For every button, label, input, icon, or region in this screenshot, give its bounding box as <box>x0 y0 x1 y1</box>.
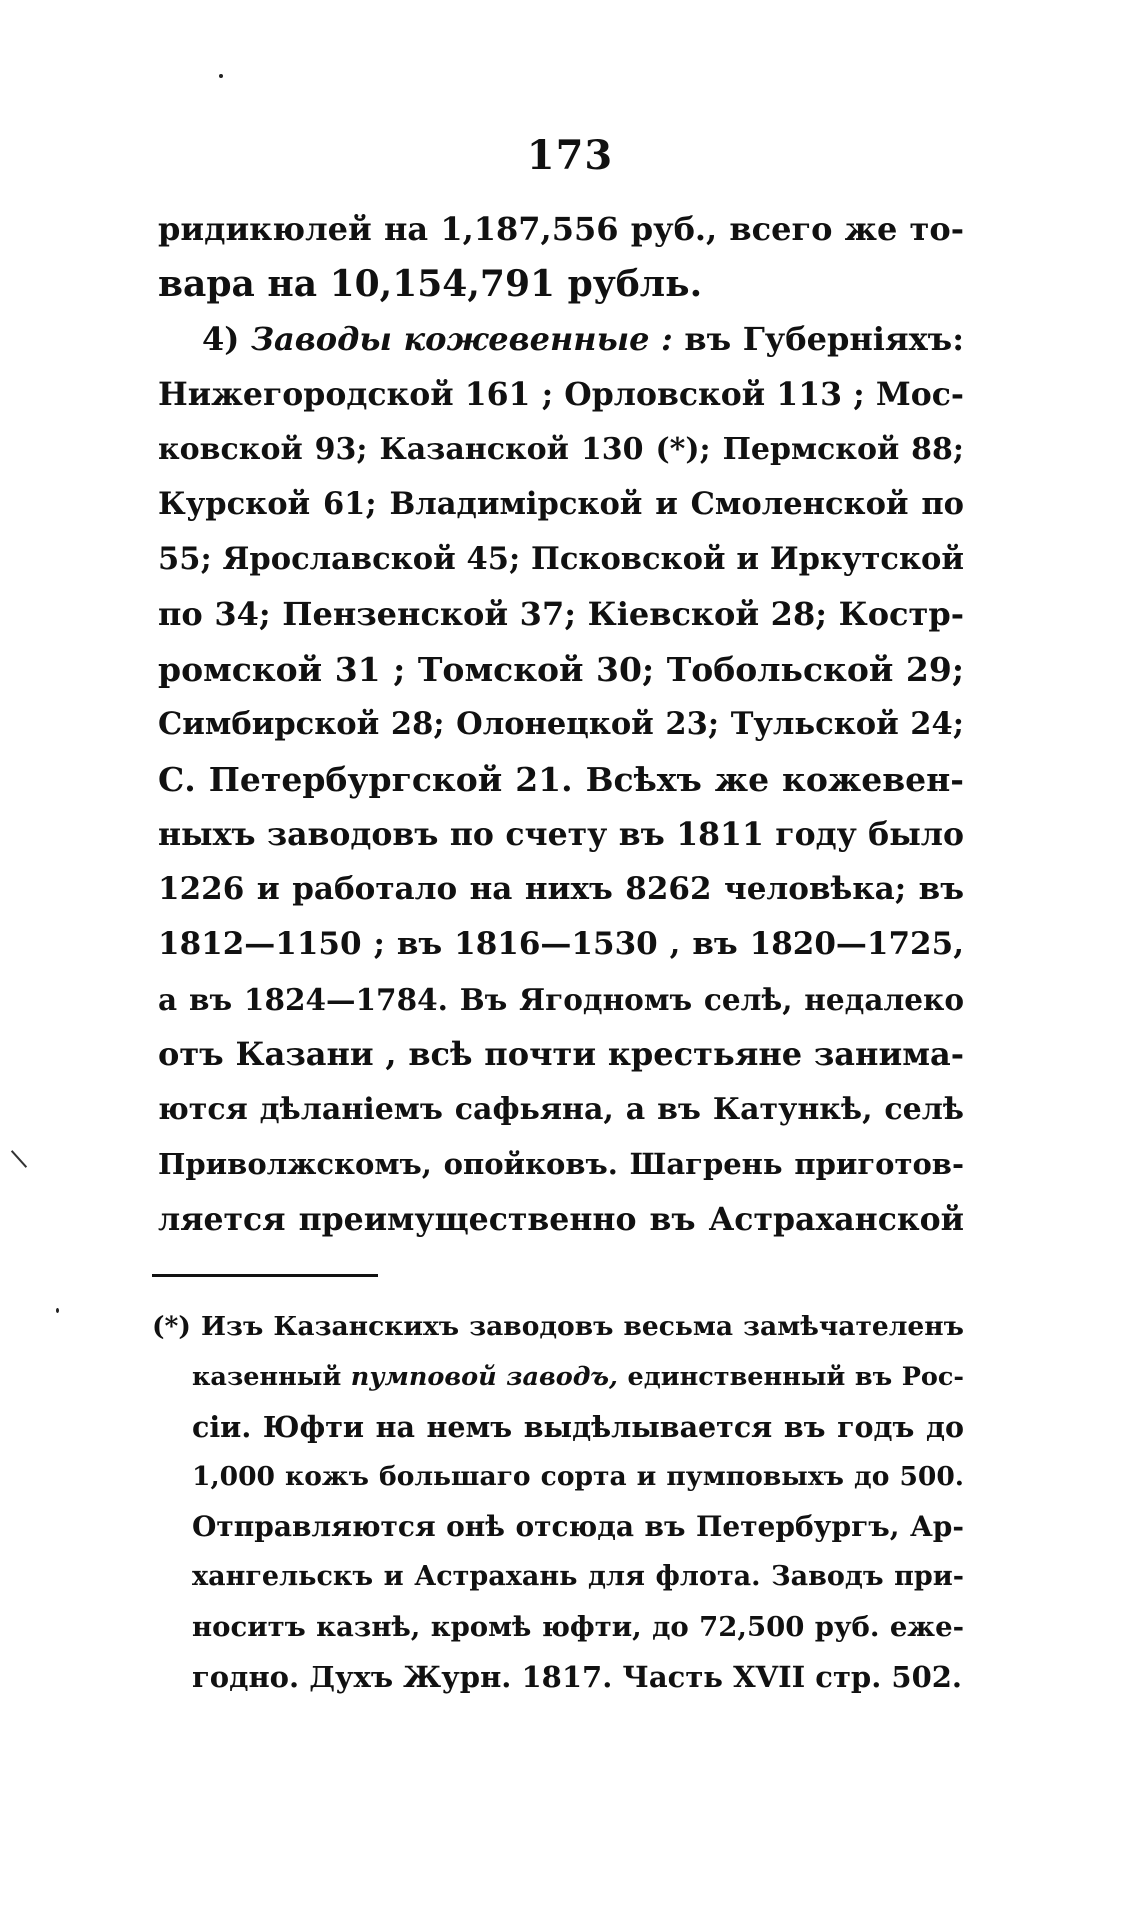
section-title: Заводы кожевенные : <box>250 320 673 358</box>
text-line: Нижегородской 161 ; Орловской 113 ; Мос- <box>158 376 964 413</box>
text-line: ридикюлей на 1,187,556 руб., всего же то- <box>158 210 964 248</box>
text-line: ляется преимущественно въ Астраханской <box>158 1201 964 1238</box>
text-line: ныхъ заводовъ по счету въ 1811 году было <box>158 816 964 853</box>
footnote-line: носитъ казнѣ, кромѣ юфти, до 72,500 руб. еже- <box>192 1611 964 1643</box>
paper-speck <box>56 1308 59 1313</box>
text-line: С. Петербургской 21. Всѣхъ же кожевен- <box>158 760 964 799</box>
margin-mark <box>11 1150 27 1168</box>
text-line: 55; Ярославской 45; Псковской и Иркутской <box>158 541 964 577</box>
footnote-text: казенный <box>192 1362 342 1392</box>
footnote-separator-rule <box>152 1274 378 1277</box>
text-line: вара на 10,154,791 рубль. <box>158 263 703 305</box>
text-line: отъ Казани , всѣ почти крестьяне занима- <box>158 1035 964 1073</box>
section-number: 4) <box>202 320 240 358</box>
text-line: 1812—1150 ; въ 1816—1530 , въ 1820—1725, <box>158 926 964 962</box>
footnote-text: единственный въ Рос- <box>627 1362 964 1392</box>
text-line: Курской 61; Владимірской и Смоленской по <box>158 486 964 522</box>
footnote-line: годно. Духъ Журн. 1817. Часть XVII стр. 502. <box>192 1660 963 1694</box>
section-heading-line <box>158 312 964 367</box>
footnote-line: хангельскъ и Астрахань для флота. Заводъ при- <box>192 1561 964 1592</box>
paper-speck <box>219 74 223 78</box>
page-number: 173 <box>526 132 614 179</box>
footnote-line: сіи. Юфти на немъ выдѣлывается въ годъ до <box>192 1410 964 1444</box>
footnote-line: Отправляются онѣ отсюда въ Петербургъ, Ар- <box>192 1510 964 1543</box>
main-text-body <box>158 202 964 1247</box>
text-line: 1226 и работало на нихъ 8262 человѣка; въ <box>158 871 964 907</box>
text-line: ковской 93; Казанской 130 (*); Пермской 88; <box>158 432 964 467</box>
text-line: по 34; Пензенской 37; Кіевской 28; Костр- <box>158 595 964 633</box>
footnote-italic-text: пумповой заводъ, <box>350 1362 618 1392</box>
text-line: Симбирской 28; Олонецкой 23; Тульской 24; <box>158 706 964 742</box>
text-line: а въ 1824—1784. Въ Ягодномъ селѣ, недалеко <box>158 982 964 1017</box>
footnote-line: (*) Изъ Казанскихъ заводовъ весьма замѣчателенъ <box>152 1311 964 1342</box>
footnote-line: 1,000 кожъ большаго сорта и пумповыхъ до 500. <box>192 1461 964 1492</box>
text-line: ются дѣланіемъ сафьяна, а въ Катункѣ, селѣ <box>158 1092 964 1127</box>
text-line: Приволжскомъ, опойковъ. Шагрень приготов- <box>158 1147 964 1181</box>
text-line: ромской 31 ; Томской 30; Тобольской 29; <box>158 650 964 689</box>
footnote-line <box>158 1352 964 1402</box>
section-heading-rest: въ Губерніяхъ: <box>684 320 965 358</box>
footnote <box>152 1302 964 1702</box>
